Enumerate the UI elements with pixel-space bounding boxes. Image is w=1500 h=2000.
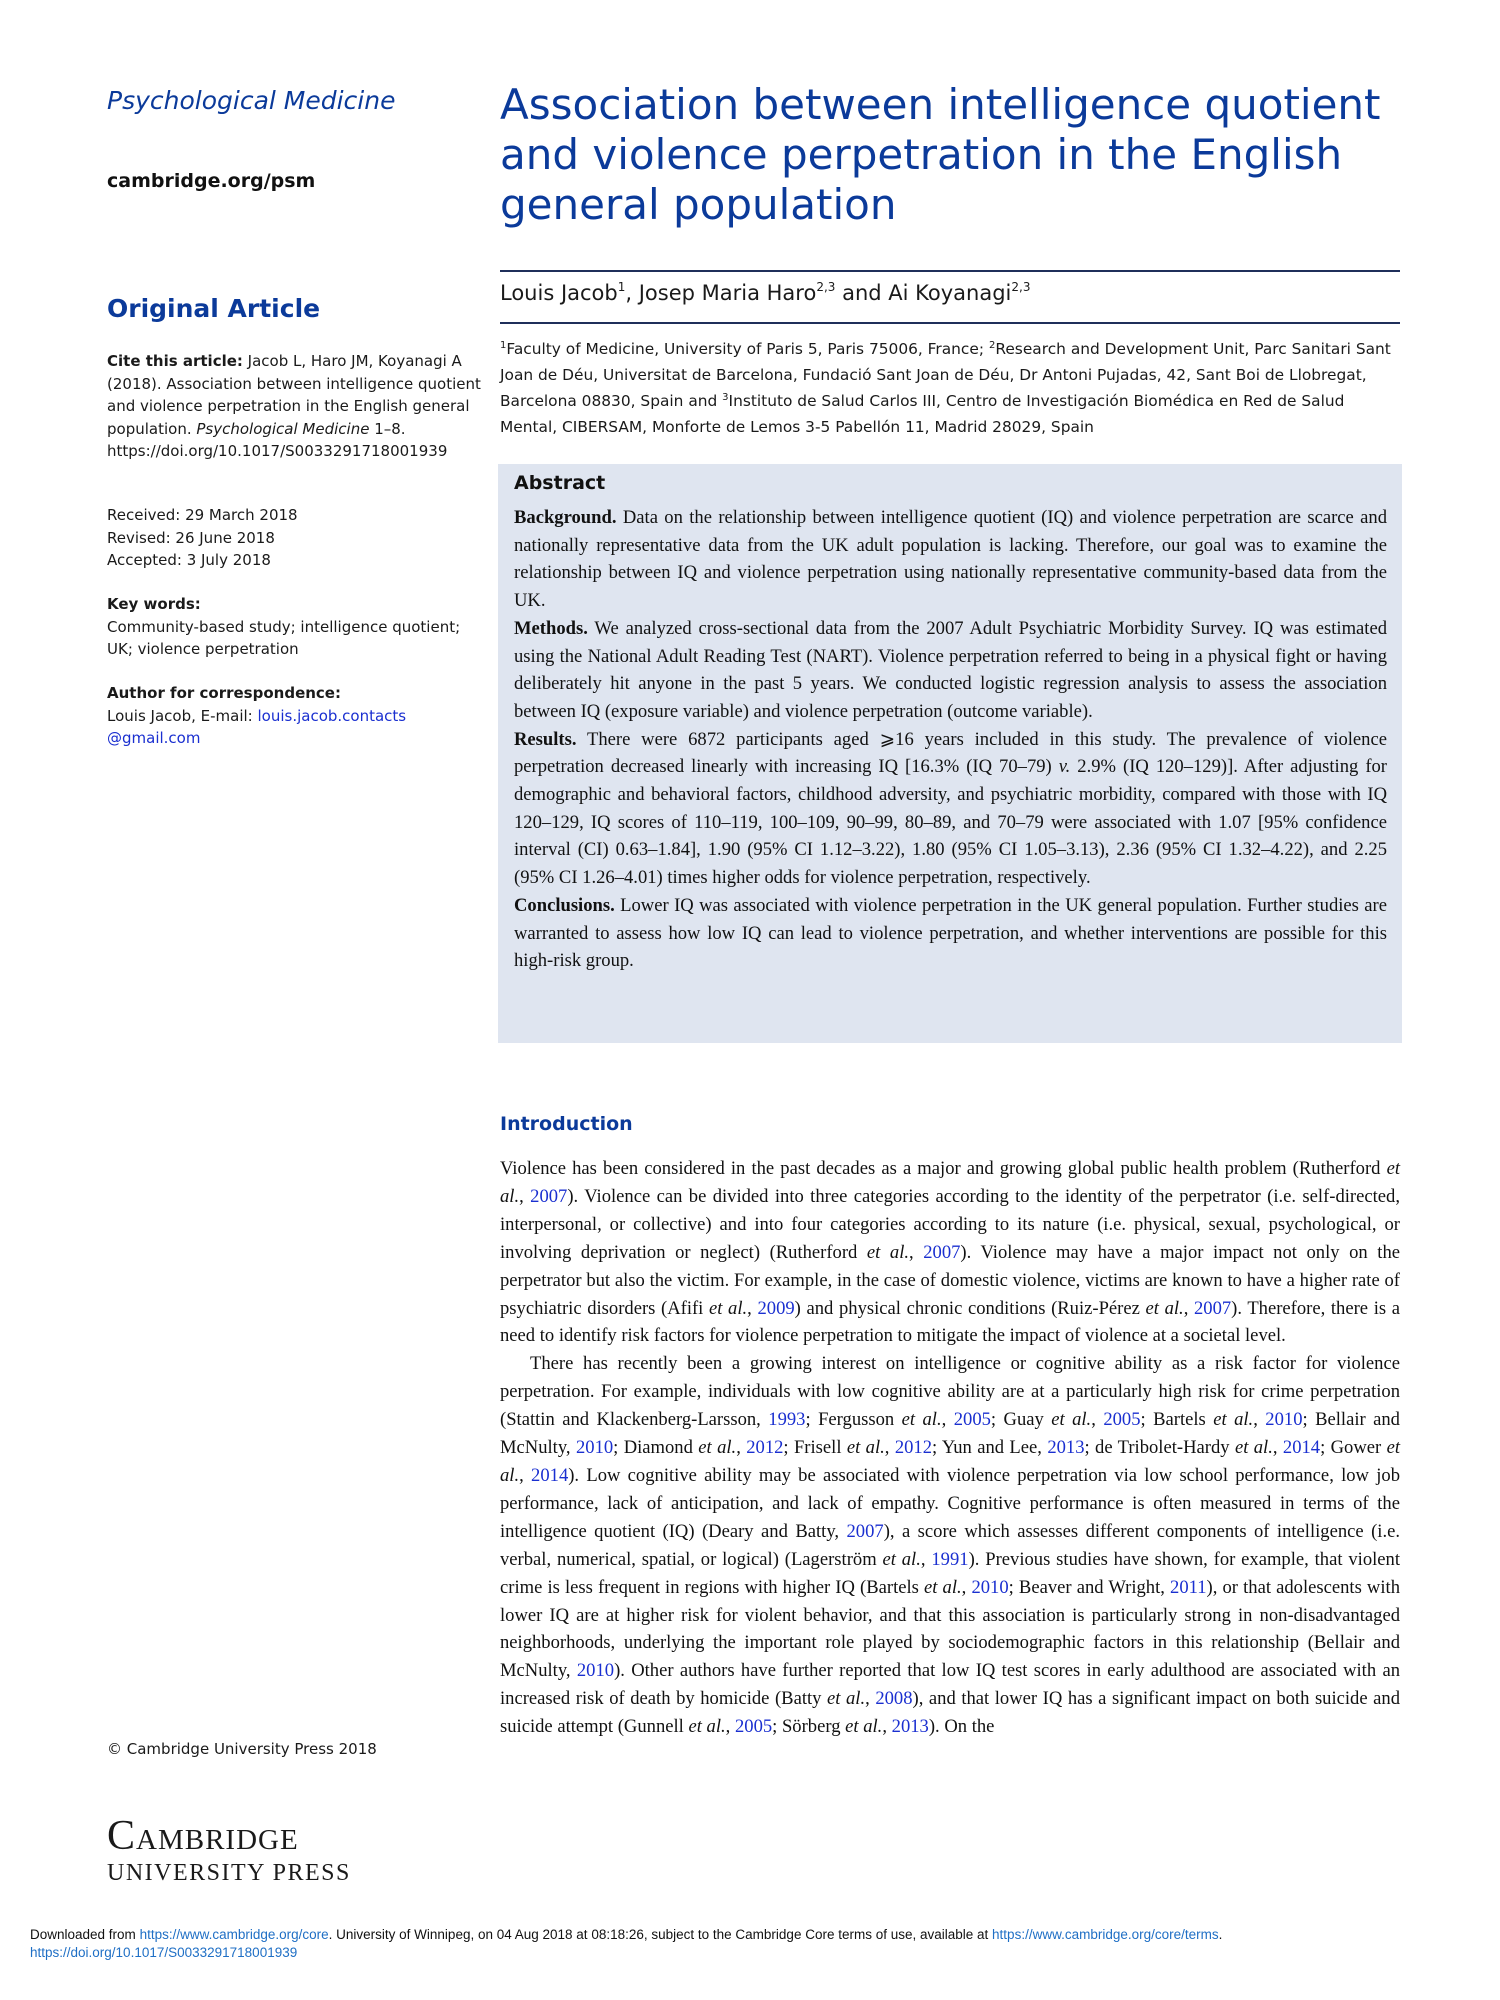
body-text: ; Frisell: [783, 1437, 847, 1459]
keywords: [107, 593, 487, 661]
body-text: There has recently been a growing interest on intelligence or cognitive ability as a risk factor for violence perpetration. For example, individuals with low cognitive ability are at a particularly high risk for crime perpetration (Stattin and Klackenberg-Larsson,: [500, 1353, 1400, 1431]
body-text: ,: [1091, 1409, 1104, 1431]
abstract-box: [498, 464, 1402, 1043]
author-name: Josep Maria Haro: [638, 281, 817, 305]
body-text: ; Yun and Lee,: [932, 1437, 1048, 1459]
author-separator: ,: [625, 281, 639, 305]
introduction-heading: Introduction: [500, 1113, 633, 1135]
body-text: ,: [519, 1185, 531, 1207]
correspondence-email-link[interactable]: louis.jacob.contacts@gmail.com: [107, 706, 407, 747]
citation-link[interactable]: 2007: [530, 1185, 568, 1207]
body-text: ,: [909, 1241, 924, 1263]
body-text: ; Bellair and McNulty,: [500, 1409, 1400, 1459]
citation-link[interactable]: 2007: [923, 1241, 961, 1263]
article-dates: [107, 504, 487, 572]
correspondence: [107, 682, 487, 750]
italic-text: et al.: [1234, 1437, 1273, 1459]
body-text: ; Beaver and Wright,: [1008, 1576, 1171, 1598]
author-affiliation-marker: 2,3: [816, 280, 836, 294]
abstract-conclusions: [514, 892, 1387, 975]
italic-text: et al.: [846, 1437, 885, 1459]
affiliation-number: 1: [500, 340, 507, 351]
body-text: ) and physical chronic conditions (Ruiz-Pérez: [794, 1297, 1146, 1319]
section-text-italic: v.: [1058, 756, 1071, 778]
citation-link[interactable]: 2014: [1282, 1437, 1321, 1459]
abstract-results: [514, 726, 1387, 892]
affiliation-text: Instituto de Salud Carlos III, Centro de Investigación Biomédica en Red de Salud Mental, CIBERSAM, Monforte de Lemos 3-5 Pabellón 11, Madrid 28029, Spain: [500, 392, 1345, 436]
body-text: ,: [941, 1409, 954, 1431]
body-text: ), and that lower IQ has a significant impact on both suicide and suicide attempt (Gunnell: [500, 1688, 1401, 1738]
citation-link[interactable]: 2010: [576, 1660, 615, 1682]
citation-link[interactable]: 2005: [734, 1716, 773, 1738]
citation-link[interactable]: 2012: [746, 1437, 784, 1459]
cite-text: Jacob L, Haro JM, Koyanagi A (2018). Association between intelligence quotient and violence perpetration in the English general population.: [107, 352, 481, 438]
body-text: ,: [1183, 1297, 1194, 1319]
citation-link[interactable]: 2013: [891, 1716, 929, 1738]
italic-text: et al.: [688, 1716, 726, 1738]
correspondence-label: Author for correspondence:: [107, 684, 341, 702]
author-name: Ai Koyanagi: [888, 281, 1012, 305]
body-text: ; Gower: [1320, 1437, 1387, 1459]
section-label: Results.: [514, 728, 577, 750]
body-text: ,: [882, 1716, 892, 1738]
italic-text: et al.: [500, 1158, 1400, 1207]
citation-link[interactable]: 2013: [1047, 1437, 1085, 1459]
body-text: ; Sörberg: [772, 1716, 846, 1738]
italic-text: et al.: [500, 1437, 1401, 1486]
keywords-text: Community-based study; intelligence quotient; UK; violence perpetration: [107, 617, 461, 658]
italic-text: et al.: [845, 1716, 883, 1738]
logo-line-2: UNIVERSITY PRESS: [107, 1860, 351, 1886]
citation-link[interactable]: 2010: [971, 1576, 1009, 1598]
section-text: There were 6872 participants aged ⩾16 years included in this study. The prevalence of violence perpetration decreased linearly with increasing IQ [16.3% (IQ 70–79): [514, 728, 1387, 778]
section-text: Lower IQ was associated with violence perpetration in the UK general population. Further studies are warranted to assess how low IQ can lead to violence perpetration, and whether interventions are possible for this high-risk group.: [514, 894, 1387, 972]
italic-text: et al.: [866, 1241, 910, 1263]
citation-link[interactable]: 2010: [1265, 1409, 1303, 1431]
abstract-body: [514, 504, 1387, 975]
footer-text: Downloaded from: [30, 1927, 140, 1942]
footer-text: .: [1218, 1927, 1223, 1942]
body-text: ; Bartels: [1140, 1409, 1214, 1431]
affiliation-number: 2: [988, 340, 996, 351]
body-text: ,: [884, 1437, 895, 1459]
body-text: ). Violence can be divided into three categories according to the identity of the perpetrator (i.e. self-directed, interpersonal, or collective) and into four categories according to its nature (i.e. physical, sexual, psychological, or involving deprivation or neglect) (Rutherford: [500, 1185, 1400, 1263]
section-text: 2.9% (IQ 120–129)]. After adjusting for demographic and behavioral factors, childhood adversity, and psychiatric morbidity, compared with those with IQ 120–129, IQ scores of 110–119, 100–109, 90–99, 80–89, and 70–79 were associated with 1.07 [95% confidence interval (CI) 0.63–1.84], 1.90 (95% CI 1.12–3.22), 1.80 (95% CI 1.05–3.13), 2.36 (95% CI 1.32–4.22), and 2.25 (95% CI 1.26–4.01) times higher odds for violence perpetration, respectively.: [514, 756, 1387, 889]
citation-link[interactable]: 2007: [1193, 1297, 1232, 1319]
cambridge-university-press-logo: [107, 1815, 351, 1887]
body-text: ). Therefore, there is a need to identify risk factors for violence perpetration to mitigate the impact of violence at a societal level.: [500, 1297, 1400, 1347]
italic-text: et al.: [924, 1576, 962, 1598]
section-text: Data on the relationship between intelligence quotient (IQ) and violence perpetration are scarce and nationally representative data from the UK adult population is lacking. Therefore, our goal was to examine the relationship between IQ and violence perpetration using nationally representative community-based data from the UK.: [514, 507, 1387, 612]
author-name: Louis Jacob: [500, 281, 618, 305]
author-list: [500, 281, 1030, 305]
italic-text: et al.: [1145, 1297, 1184, 1319]
section-label: Methods.: [514, 617, 588, 639]
body-text: ,: [865, 1688, 876, 1710]
doi-link[interactable]: https://doi.org/10.1017/S0033291718001939: [30, 1945, 298, 1960]
affiliations: [500, 336, 1400, 440]
abstract-methods: [514, 615, 1387, 726]
body-text: ). Low cognitive ability may be associated with violence perpetration via low school performance, low job performance, lack of anticipation, and lack of empathy. Cognitive performance is often measured in terms of the intelligence quotient (IQ) (Deary and Batty,: [500, 1464, 1401, 1542]
citation-link[interactable]: 1993: [768, 1409, 806, 1431]
author-affiliation-marker: 1: [617, 280, 626, 294]
cite-label: Cite this article:: [107, 352, 243, 370]
section-text: We analyzed cross-sectional data from the 2007 Adult Psychiatric Morbidity Survey. IQ was estimated using the National Adult Reading Test (NART). Violence perpetration referred to being in a physical fight or having deliberately hit anyone in the past 5 years. We conducted logistic regression analysis to assess the association between IQ (exposure variable) and violence perpetration (outcome variable).: [514, 617, 1387, 722]
affiliation-text: Research and Development Unit, Parc Sanitari Sant Joan de Déu, Universitat de Barcelona, Fundació Sant Joan de Déu, Dr Antoni Pujadas, 42, Sant Boi de Llobregat, Barcelona 08830, Spain and: [500, 340, 1391, 410]
body-text: ; Diamond: [613, 1437, 699, 1459]
body-text: ,: [747, 1297, 758, 1319]
introduction-paragraph: [500, 1350, 1400, 1741]
italic-text: et al.: [882, 1548, 921, 1570]
body-text: ,: [1272, 1437, 1283, 1459]
introduction-body: [500, 1155, 1400, 1741]
accepted-date: Accepted: 3 July 2018: [107, 551, 271, 569]
citation-link[interactable]: 2011: [1170, 1576, 1207, 1598]
cite-this-article: [107, 350, 487, 463]
body-text: ; de Tribolet-Hardy: [1084, 1437, 1235, 1459]
journal-site-link[interactable]: cambridge.org/psm: [107, 170, 316, 192]
article-title: Association between intelligence quotient and violence perpetration in the English general population: [500, 80, 1381, 229]
body-text: ,: [1253, 1409, 1266, 1431]
logo-line-1: Cambridge: [107, 1813, 299, 1859]
body-text: ). On the: [928, 1716, 995, 1738]
italic-text: et al.: [1051, 1409, 1092, 1431]
copyright: © Cambridge University Press 2018: [107, 1740, 377, 1758]
italic-text: et al.: [698, 1437, 737, 1459]
body-text: ). Other authors have further reported that low IQ test scores in early adulthood are associated with an increased risk of death by homicide (Batty: [500, 1660, 1400, 1710]
abstract-background: [514, 504, 1387, 615]
author-separator: and: [835, 281, 889, 305]
body-text: ,: [961, 1576, 972, 1598]
citation-link[interactable]: 1991: [931, 1548, 969, 1570]
citation-link[interactable]: 2012: [894, 1437, 933, 1459]
affiliation-text: Faculty of Medicine, University of Paris 5, Paris 75006, France;: [506, 340, 989, 358]
keywords-label: Key words:: [107, 595, 201, 613]
citation-link[interactable]: 2008: [875, 1688, 913, 1710]
body-text: ; Fergusson: [805, 1409, 902, 1431]
authors-divider: [500, 322, 1400, 324]
download-footer: [30, 1926, 1490, 1962]
citation-link[interactable]: 2007: [846, 1520, 884, 1542]
body-text: Violence has been considered in the past decades as a major and growing global public health problem (Rutherford: [500, 1158, 1387, 1179]
section-label: Conclusions.: [514, 894, 615, 916]
body-text: ; Guay: [990, 1409, 1052, 1431]
revised-date: Revised: 26 June 2018: [107, 528, 275, 547]
footer-text: . University of Winnipeg, on 04 Aug 2018 at 08:18:26, subject to the Cambridge Core terms of use, available at: [328, 1927, 993, 1942]
title-divider: [500, 270, 1400, 272]
cambridge-core-link[interactable]: https://www.cambridge.org/core: [139, 1927, 329, 1942]
article-type-label: Original Article: [107, 294, 321, 323]
author-affiliation-marker: 2,3: [1011, 280, 1031, 294]
body-text: ,: [736, 1437, 747, 1459]
citation-link[interactable]: 2005: [1103, 1409, 1141, 1431]
abstract-heading: Abstract: [514, 472, 606, 494]
body-text: ), a score which assesses different components of intelligence (i.e. verbal, numerical, spatial, or logical) (Lagerström: [500, 1520, 1400, 1570]
journal-name: Psychological Medicine: [107, 86, 396, 115]
citation-link[interactable]: 2005: [953, 1409, 991, 1431]
citation-link[interactable]: 2009: [757, 1297, 795, 1319]
body-text: ). Previous studies have shown, for example, that violent crime is less frequent in regions with higher IQ (Bartels: [500, 1548, 1400, 1598]
cite-journal: Psychological Medicine: [196, 419, 370, 438]
italic-text: et al.: [709, 1297, 748, 1319]
introduction-paragraph: [500, 1155, 1400, 1350]
received-date: Received: 29 March 2018: [107, 506, 298, 524]
body-text: ), or that adolescents with lower IQ are at higher risk for violent behavior, and that this association is particularly strong in non-disadvantaged neighborhoods, underlying the important role played by sociodemographic factors in this relationship (Bellair and McNulty,: [500, 1576, 1400, 1682]
cite-doi: 1–8. https://doi.org/10.1017/S0033291718001939: [107, 419, 448, 460]
affiliation-number: 3: [722, 392, 729, 403]
correspondence-name: Louis Jacob, E-mail:: [107, 706, 258, 725]
citation-link[interactable]: 2014: [531, 1464, 569, 1486]
italic-text: et al.: [827, 1688, 866, 1710]
italic-text: et al.: [901, 1409, 942, 1431]
section-label: Background.: [514, 507, 617, 528]
body-text: ,: [920, 1548, 932, 1570]
citation-link[interactable]: 2010: [575, 1437, 614, 1459]
body-text: ,: [725, 1716, 735, 1738]
terms-link[interactable]: https://www.cambridge.org/core/terms: [992, 1927, 1219, 1942]
body-text: ). Violence may have a major impact not only on the perpetrator but also the victim. For example, in the case of domestic violence, victims are known to have a higher rate of psychiatric disorders (Afifi: [500, 1241, 1400, 1319]
body-text: ,: [519, 1464, 532, 1486]
italic-text: et al.: [1213, 1409, 1254, 1431]
